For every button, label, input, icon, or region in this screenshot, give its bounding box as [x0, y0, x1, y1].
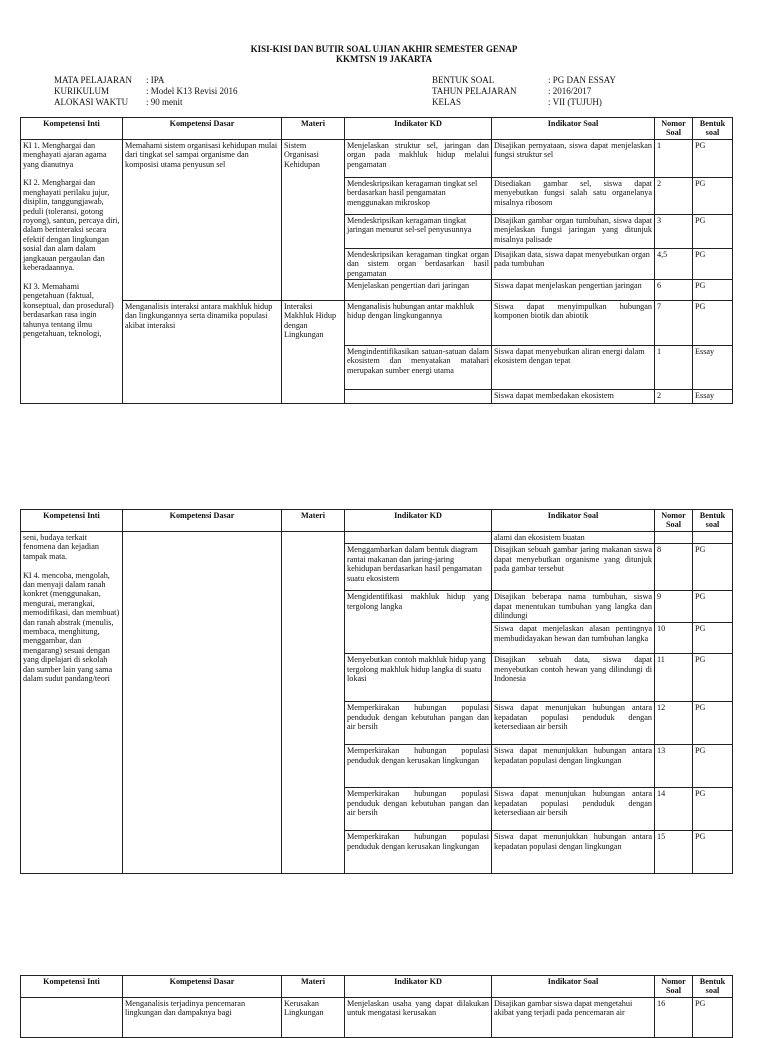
bentuk-soal-cell: PG	[693, 177, 733, 214]
col-header-indikator-soal: Indikator Soal	[492, 976, 655, 998]
bentuk-soal-cell: PG	[693, 544, 733, 591]
indikator-soal-cell: Siswa dapat menunjukkan hubungan antara kepadatan populasi dengan lingkungan	[492, 745, 655, 788]
col-header-kd: Kompetensi Dasar	[123, 976, 282, 998]
bentuk-soal-cell: Essay	[693, 390, 733, 404]
indikator-kd-cell: Mengindentifikasikan satuan-satuan dalam ekosistem dan menyatakan matahari merupakan sumber energi utama	[345, 346, 492, 390]
col-header-indikator-kd: Indikator KD	[345, 976, 492, 998]
bentuk-soal-cell: Essay	[693, 346, 733, 390]
bentuk-soal-cell: PG	[693, 591, 733, 623]
nomor-soal-cell	[655, 532, 693, 544]
bentuk-soal-cell: PG	[693, 280, 733, 301]
nomor-soal-cell: 12	[655, 702, 693, 745]
indikator-soal-cell: Disajikan sebuah data, siswa dapat menyebutkan contoh hewan yang dilindungi di Indonesia	[492, 654, 655, 702]
nomor-soal-cell: 10	[655, 623, 693, 654]
indikator-soal-cell: alami dan ekosistem buatan	[492, 532, 655, 544]
col-header-ki: Kompetensi Inti	[21, 976, 123, 998]
page-break	[0, 406, 768, 510]
bentuk-soal-cell: PG	[693, 301, 733, 346]
nomor-soal-cell: 11	[655, 654, 693, 702]
meta-value: : VII (TUJUH)	[548, 97, 602, 107]
col-header-kd: Kompetensi Dasar	[123, 510, 282, 532]
bentuk-soal-cell	[693, 532, 733, 544]
bentuk-soal-cell: PG	[693, 788, 733, 831]
indikator-soal-cell: Siswa dapat menunjukkan hubungan antara kepadatan populasi dengan lingkungan	[492, 831, 655, 874]
meta-label: MATA PELAJARAN	[54, 75, 133, 85]
nomor-soal-cell: 1	[655, 346, 693, 390]
bentuk-soal-cell: PG	[693, 214, 733, 248]
kompetensi-dasar-cell: Memahami sistem organisasi kehidupan mulai dari tingkat sel sampai organisme dan komposisi utama penyusun sel	[123, 139, 282, 300]
meta-label: BENTUK SOAL	[432, 75, 495, 85]
col-header-materi: Materi	[282, 118, 345, 140]
kompetensi-dasar-cell	[123, 532, 282, 874]
meta-value: : 90 menit	[146, 97, 183, 107]
kompetensi-inti-cell: KI 1. Menghargai dan menghayati ajaran agama yang dianutnya KI 2. Menghargai dan menghayati perilaku jujur, disiplin, tanggungjawab, peduli (toleransi, gotong royong), santun, percaya diri, dalam berinteraksi secara efektif dengan lingkungan sosial dan alam dalam jangkauan pergaulan dan keberadaannya. KI 3. Memahami pengetahuan (faktual, konseptual, dan prosedural) berdasarkan rasa ingin tahunya tentang ilmu pengetahuan, teknologi,	[21, 139, 123, 403]
indikator-kd-cell: Memperkirakan hubungan populasi penduduk dengan kebutuhan pangan dan air bersih	[345, 788, 492, 831]
col-header-materi: Materi	[282, 976, 345, 998]
indikator-kd-cell: Mendeskripsikan keragaman tingkat sel berdasarkan hasil pengamatan menggunakan mikroskop	[345, 177, 492, 214]
nomor-soal-cell: 2	[655, 390, 693, 404]
col-header-kd: Kompetensi Dasar	[123, 118, 282, 140]
nomor-soal-cell: 14	[655, 788, 693, 831]
kisi-table-page2	[20, 509, 733, 874]
table-row	[21, 139, 733, 177]
kompetensi-inti-cell	[21, 997, 123, 1037]
meta-value: : PG DAN ESSAY	[548, 75, 616, 85]
indikator-kd-cell: Memperkirakan hubungan populasi penduduk dengan kerusakan lingkungan	[345, 831, 492, 874]
table-row	[21, 301, 733, 346]
indikator-kd-cell: Mendeskripsikan keragaman tingkat jaringan menurut sel-sel penyusunnya	[345, 214, 492, 248]
indikator-soal-cell: Siswa dapat menjelaskan pengertian jaringan	[492, 280, 655, 301]
kompetensi-dasar-cell: Menganalisis terjadinya pencemaran lingkungan dan dampaknya bagi	[123, 997, 282, 1037]
indikator-soal-cell: Siswa dapat membedakan ekosistem	[492, 390, 655, 404]
bentuk-soal-cell: PG	[693, 702, 733, 745]
indikator-soal-cell: Siswa dapat menyimpulkan hubungan komponen biotik dan abiotik	[492, 301, 655, 346]
kompetensi-inti-cell: seni, budaya terkait fenomena dan kejadian tampak mata. KI 4. mencoba, mengolah, dan menyaji dalam ranah konkret (menggunakan, mengurai, merangkai, memodifikasi, dan membuat) dan ranah abstrak (menulis, membaca, menghitung, menggambar, dan mengarang) sesuai dengan yang dipelajari di sekolah dan sumber lain yang sama dalam sudut pandang/teori	[21, 532, 123, 874]
page-break	[0, 876, 768, 975]
kompetensi-dasar-cell: Menganalisis interaksi antara makhluk hidup dan lingkungannya serta dinamika populasi akibat interaksi	[123, 301, 282, 404]
col-header-nomor: Nomor Soal	[655, 118, 693, 140]
col-header-bentuk: Bentuk soal	[693, 976, 733, 998]
bentuk-soal-cell: PG	[693, 248, 733, 279]
col-header-nomor: Nomor Soal	[655, 510, 693, 532]
materi-cell: Sistem Organisasi Kehidupan	[282, 139, 345, 300]
nomor-soal-cell: 3	[655, 214, 693, 248]
bentuk-soal-cell: PG	[693, 139, 733, 177]
col-header-indikator-kd: Indikator KD	[345, 118, 492, 140]
bentuk-soal-cell: PG	[693, 997, 733, 1037]
indikator-kd-cell: Mendeskripsikan keragaman tingkat organ dan sistem organ berdasarkan hasil pengamatan	[345, 248, 492, 279]
nomor-soal-cell: 9	[655, 591, 693, 623]
meta-value: : Model K13 Revisi 2016	[146, 86, 238, 96]
indikator-soal-cell: Siswa dapat menunjukan hubungan antara kepadatan populasi penduduk dengan ketersediaan air bersih	[492, 788, 655, 831]
indikator-kd-cell	[345, 532, 492, 544]
col-header-bentuk: Bentuk soal	[693, 510, 733, 532]
col-header-nomor: Nomor Soal	[655, 976, 693, 998]
meta-value: : 2016/2017	[548, 86, 592, 96]
nomor-soal-cell: 2	[655, 177, 693, 214]
indikator-soal-cell: Disajikan gambar organ tumbuhan, siswa dapat menjelaskan fungsi jaringan yang ditunjuk misalnya palisade	[492, 214, 655, 248]
materi-cell	[282, 532, 345, 874]
bentuk-soal-cell: PG	[693, 623, 733, 654]
nomor-soal-cell: 6	[655, 280, 693, 301]
col-header-bentuk: Bentuk soal	[693, 118, 733, 140]
indikator-soal-cell: Disajikan data, siswa dapat menyebutkan organ pada tumbuhan	[492, 248, 655, 279]
nomor-soal-cell: 1	[655, 139, 693, 177]
meta-label: KELAS	[432, 97, 461, 107]
kisi-table-page1	[20, 117, 733, 404]
nomor-soal-cell: 8	[655, 544, 693, 591]
indikator-soal-cell: Disajikan beberapa nama tumbuhan, siswa dapat menentukan tumbuhan yang langka dan dilindungi	[492, 591, 655, 623]
indikator-kd-cell: Menjelaskan pengertian dari jaringan	[345, 280, 492, 301]
meta-value: : IPA	[146, 75, 165, 85]
materi-cell: Kerusakan Lingkungan	[282, 997, 345, 1037]
table-row	[21, 532, 733, 544]
indikator-soal-cell: Siswa dapat menjelaskan alasan pentingnya membudidayakan hewan dan tumbuhan langka	[492, 623, 655, 654]
nomor-soal-cell: 7	[655, 301, 693, 346]
indikator-kd-cell: Memperkirakan hubungan populasi penduduk dengan kerusakan lingkungan	[345, 745, 492, 788]
bentuk-soal-cell: PG	[693, 745, 733, 788]
indikator-soal-cell: Disediakan gambar sel, siswa dapat menyebutkan fungsi salah satu organelanya misalnya ribosom	[492, 177, 655, 214]
nomor-soal-cell: 15	[655, 831, 693, 874]
col-header-indikator-soal: Indikator Soal	[492, 118, 655, 140]
indikator-kd-cell: Menggambarkan dalam bentuk diagram rantai makanan dan jaring-jaring kehidupan berdasarkan hasil pengamatan suatu ekosistem	[345, 544, 492, 591]
meta-label: KURIKULUM	[54, 86, 109, 96]
indikator-soal-cell: Siswa dapat menunjukan hubungan antara kepadatan populasi penduduk dengan ketersediaan air bersih	[492, 702, 655, 745]
school-name: KKMTSN 19 JAKARTA	[335, 54, 433, 64]
col-header-indikator-kd: Indikator KD	[345, 510, 492, 532]
indikator-soal-cell: Siswa dapat menyebutkan aliran energi dalam ekosistem dengan tepat	[492, 346, 655, 390]
meta-label: TAHUN PELAJARAN	[432, 86, 517, 96]
indikator-soal-cell: Disajikan gambar siswa dapat mengetahui akibat yang terjadi pada pencemaran air	[492, 997, 655, 1037]
bentuk-soal-cell: PG	[693, 654, 733, 702]
kisi-table-page3	[20, 975, 733, 1038]
indikator-kd-cell: Menjelaskan struktur sel, jaringan dan organ pada makhluk hidup melalui pengamatan	[345, 139, 492, 177]
bentuk-soal-cell: PG	[693, 831, 733, 874]
indikator-kd-cell: Menjelaskan usaha yang dapat dilakukan untuk mengatasi kerusakan	[345, 997, 492, 1037]
indikator-kd-cell: Memperkirakan hubungan populasi penduduk dengan kebutuhan pangan dan air bersih	[345, 702, 492, 745]
indikator-kd-cell	[345, 390, 492, 404]
indikator-kd-cell: Menganalisis hubungan antar makhluk hidup dengan lingkungannya	[345, 301, 492, 346]
nomor-soal-cell: 16	[655, 997, 693, 1037]
indikator-kd-cell: Mengidentifikasi makhluk hidup yang tergolong langka	[345, 591, 492, 654]
meta-label: ALOKASI WAKTU	[54, 97, 129, 107]
materi-cell: Interaksi Makhluk Hidup dengan Lingkungan	[282, 301, 345, 404]
nomor-soal-cell: 13	[655, 745, 693, 788]
indikator-soal-cell: Disajikan pernyataan, siswa dapat menjelaskan fungsi struktur sel	[492, 139, 655, 177]
col-header-indikator-soal: Indikator Soal	[492, 510, 655, 532]
col-header-ki: Kompetensi Inti	[21, 118, 123, 140]
document-title: KISI-KISI DAN BUTIR SOAL UJIAN AKHIR SEMESTER GENAP	[250, 44, 518, 54]
col-header-materi: Materi	[282, 510, 345, 532]
indikator-soal-cell: Disajikan sebuah gambar jaring makanan siswa dapat menyebutkan organisme yang ditunjuk pada gambar tersebut	[492, 544, 655, 591]
col-header-ki: Kompetensi Inti	[21, 510, 123, 532]
indikator-kd-cell: Menyebutkan contoh makhluk hidup yang tergolong makhluk hidup langka di suatu lokasi	[345, 654, 492, 702]
nomor-soal-cell: 4,5	[655, 248, 693, 279]
table-row	[21, 997, 733, 1037]
